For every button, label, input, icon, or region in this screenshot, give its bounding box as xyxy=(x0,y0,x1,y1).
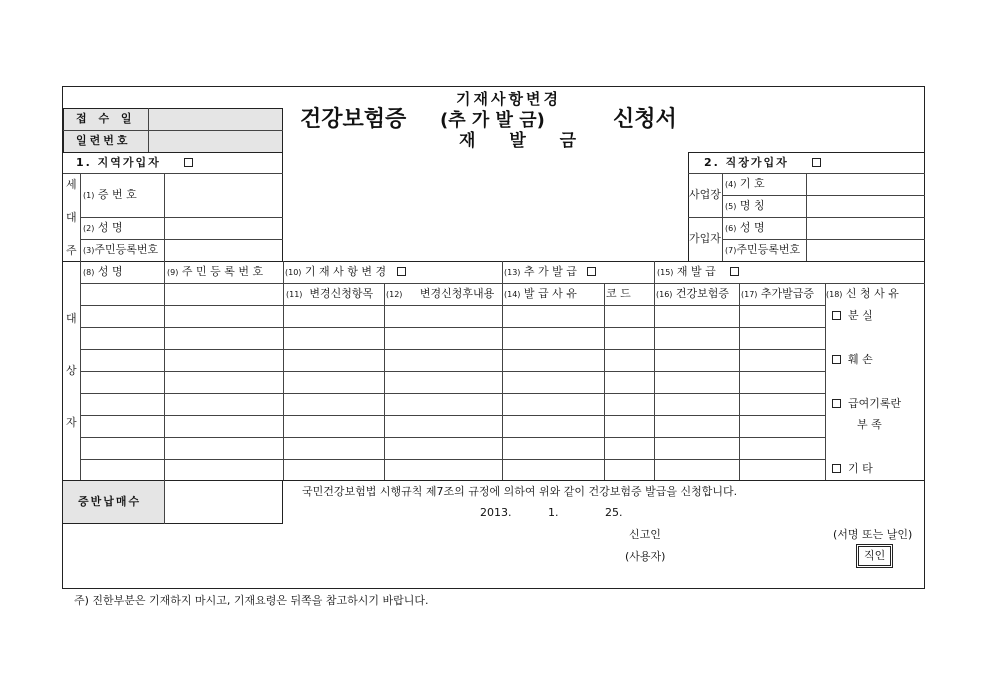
additional-checkbox[interactable] xyxy=(587,267,596,276)
received-date-label: 접 수 일 xyxy=(76,112,136,125)
header-18-reason: (18) 신 청 사 유 xyxy=(826,287,899,300)
household-char-3: 주 xyxy=(66,244,77,257)
reason-lost[interactable]: 분 실 xyxy=(832,309,873,323)
reason-benefit-checkbox[interactable] xyxy=(832,399,841,408)
title-option-additional: (추 가 발 금) xyxy=(440,110,545,131)
field-7-label: (7)주민등록번호 xyxy=(725,243,801,256)
reason-lost-checkbox[interactable] xyxy=(832,311,841,320)
regional-id-field[interactable] xyxy=(165,240,282,261)
target-char-3: 자 xyxy=(66,416,77,429)
header-10-change: (10) 기 재 사 항 변 경 xyxy=(285,265,406,280)
subscriber-name-field[interactable] xyxy=(807,218,924,238)
employer-label: (사용자) xyxy=(625,550,666,563)
reason-benefit-record[interactable]: 급여기록란 xyxy=(832,397,901,411)
regional-subscriber-text: 1. 지역가입자 xyxy=(76,156,161,169)
date-month: 1. xyxy=(548,506,559,519)
target-char-1: 대 xyxy=(66,312,77,325)
title-suffix: 신청서 xyxy=(613,107,677,132)
field-1-label: (1) 증 번 호 xyxy=(83,188,137,201)
header-13-additional: (13) 추 가 발 급 xyxy=(504,265,596,280)
cert-count-label: 증반납매수 xyxy=(78,495,142,508)
signature-label: (서명 또는 날인) xyxy=(833,528,913,541)
reason-damaged[interactable]: 훼 손 xyxy=(832,353,873,367)
header-16-card: (16) 건강보험증 xyxy=(656,287,730,300)
subscriber-id-field[interactable] xyxy=(807,240,924,261)
workplace-group-label: 사업장 xyxy=(689,188,721,201)
header-14-code: 코 드 xyxy=(606,287,631,300)
field-4-label: (4) 기 호 xyxy=(725,177,765,190)
workplace-code-field[interactable] xyxy=(807,174,924,194)
workplace-checkbox[interactable] xyxy=(812,158,821,167)
field-6-label: (6) 성 명 xyxy=(725,221,765,234)
date-year: 2013. xyxy=(480,506,512,519)
footnote: 주) 진한부분은 기재하지 마시고, 기재요령은 뒤쪽을 참고하시기 바랍니다. xyxy=(74,594,429,607)
title-main: 건강보험증 xyxy=(300,107,407,132)
regional-subscriber-label xyxy=(76,156,193,170)
received-date-field[interactable] xyxy=(149,109,282,129)
date-day: 25. xyxy=(605,506,623,519)
header-11-change-item: (11) 변경신청항목 xyxy=(286,287,374,300)
subscriber-group-label: 가입자 xyxy=(689,232,721,245)
header-8-name: (8) 성 명 xyxy=(83,265,123,278)
regional-name-field[interactable] xyxy=(165,218,282,238)
header-15-reissue: (15) 재 발 급 xyxy=(657,265,739,280)
field-2-label: (2) 성 명 xyxy=(83,221,123,234)
cert-count-field[interactable] xyxy=(165,481,282,522)
reissue-checkbox[interactable] xyxy=(730,267,739,276)
change-checkbox[interactable] xyxy=(397,267,406,276)
household-char-1: 세 xyxy=(66,178,77,191)
header-9-resident-id: (9) 주 민 등 록 번 호 xyxy=(167,265,264,278)
header-14-issue-reason: (14) 발 급 사 유 xyxy=(504,287,577,300)
field-3-label: (3)주민등록번호 xyxy=(83,243,159,256)
statement-text: 국민건강보험법 시행규칙 제7조의 규정에 의하여 위와 같이 건강보험증 발급을 신청합니다. xyxy=(302,485,738,498)
official-seal[interactable]: 직인 xyxy=(858,546,891,566)
workplace-subscriber-label xyxy=(704,156,821,170)
serial-number-label: 일련번호 xyxy=(76,134,131,147)
regional-checkbox[interactable] xyxy=(184,158,193,167)
household-char-2: 대 xyxy=(66,211,77,224)
title-option-change: 기재사항변경 xyxy=(456,90,561,108)
reason-benefit-record-2: 부 족 xyxy=(857,418,882,431)
reason-damaged-checkbox[interactable] xyxy=(832,355,841,364)
title-option-reissue: 재 발 금 xyxy=(459,131,577,151)
field-5-label: (5) 명 칭 xyxy=(725,199,765,212)
target-char-2: 상 xyxy=(66,364,77,377)
card-number-field[interactable] xyxy=(165,174,282,216)
header-17-additional-card: (17) 추가발급증 xyxy=(741,287,815,300)
header-12-change-content: (12) 변경신청후내용 xyxy=(386,287,495,300)
applicant-label: 신고인 xyxy=(629,528,661,541)
workplace-name-field[interactable] xyxy=(807,196,924,216)
workplace-subscriber-text: 2. 직장가입자 xyxy=(704,156,789,169)
serial-number-field[interactable] xyxy=(149,131,282,151)
reason-other[interactable]: 기 타 xyxy=(832,462,873,476)
reason-other-checkbox[interactable] xyxy=(832,464,841,473)
